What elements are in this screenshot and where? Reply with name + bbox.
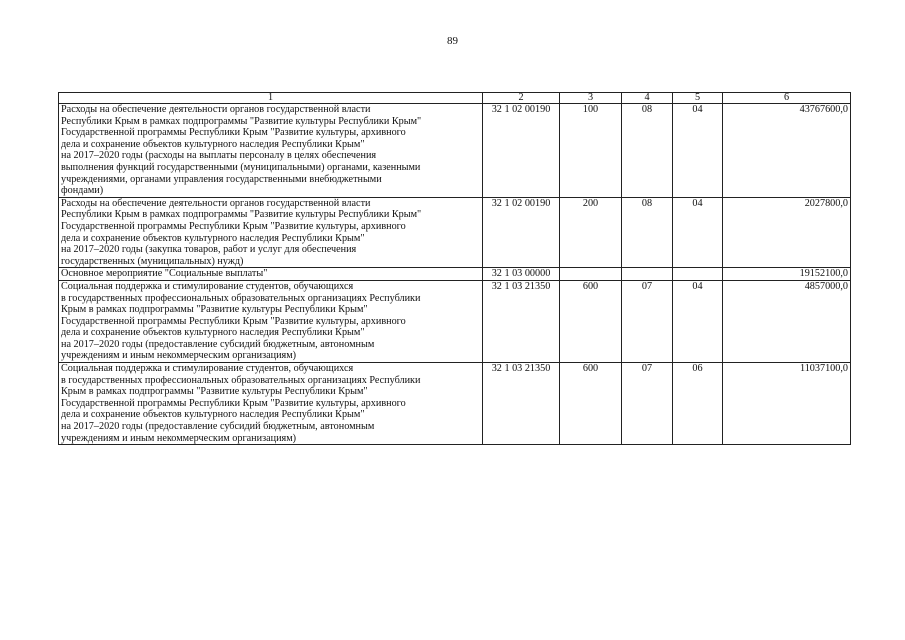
row-col5: 04 [673, 104, 723, 198]
budget-table [58, 92, 851, 445]
row-col3: 200 [560, 197, 622, 268]
table-row [59, 280, 851, 362]
row-description: Основное мероприятие "Социальные выплаты" [59, 268, 483, 281]
row-col5: 04 [673, 280, 723, 362]
table-row [59, 197, 851, 268]
row-col4: 08 [622, 104, 673, 198]
row-col5: 04 [673, 197, 723, 268]
row-col4: 07 [622, 280, 673, 362]
header-col-2: 2 [483, 93, 560, 104]
header-col-1: 1 [59, 93, 483, 104]
row-amount: 4857000,0 [723, 280, 851, 362]
header-col-6: 6 [723, 93, 851, 104]
table-row [59, 268, 851, 281]
header-col-5: 5 [673, 93, 723, 104]
table-row [59, 104, 851, 198]
row-col3 [560, 268, 622, 281]
row-description: Социальная поддержка и стимулирование студентов, обучающихся в государственных профессиональных образовательных организациях Республики Крым в рамках подпрограммы "Развитие культуры Республики Крым" Государственной программы Республики Крым "Развитие культуры, архивного дела и сохранение объектов культурного наследия Республики Крым" на 2017–2020 годы (предоставление субсидий бюджетным, автономным учреждениям и иным некоммерческим организациям) [59, 280, 483, 362]
page-number: 89 [447, 35, 458, 47]
row-code: 32 1 03 21350 [483, 280, 560, 362]
row-col3: 600 [560, 280, 622, 362]
header-col-3: 3 [560, 93, 622, 104]
row-amount: 43767600,0 [723, 104, 851, 198]
row-col3: 600 [560, 363, 622, 445]
row-amount: 11037100,0 [723, 363, 851, 445]
table-row [59, 363, 851, 445]
row-col3: 100 [560, 104, 622, 198]
row-amount: 2027800,0 [723, 197, 851, 268]
row-description: Расходы на обеспечение деятельности органов государственной власти Республики Крым в рамках подпрограммы "Развитие культуры Республики Крым" Государственной программы Республики Крым "Развитие культуры, архивного дела и сохранение объектов культурного наследия Республики Крым" на 2017–2020 годы (закупка товаров, работ и услуг для обеспечения государственных (муниципальных) нужд) [59, 197, 483, 268]
row-amount: 19152100,0 [723, 268, 851, 281]
row-col4: 07 [622, 363, 673, 445]
row-description: Социальная поддержка и стимулирование студентов, обучающихся в государственных профессиональных образовательных организациях Республики Крым в рамках подпрограммы "Развитие культуры Республики Крым" Государственной программы Республики Крым "Развитие культуры, архивного дела и сохранение объектов культурного наследия Республики Крым" на 2017–2020 годы (предоставление субсидий бюджетным, автономным учреждениям и иным некоммерческим организациям) [59, 363, 483, 445]
row-col5: 06 [673, 363, 723, 445]
row-code: 32 1 02 00190 [483, 197, 560, 268]
row-description: Расходы на обеспечение деятельности органов государственной власти Республики Крым в рамках подпрограммы "Развитие культуры Республики Крым" Государственной программы Республики Крым "Развитие культуры, архивного дела и сохранение объектов культурного наследия Республики Крым" на 2017–2020 годы (расходы на выплаты персоналу в целях обеспечения выполнения функций государственными (муниципальными) органами, казенными учреждениями, органами управления государственными внебюджетными фондами) [59, 104, 483, 198]
row-code: 32 1 03 21350 [483, 363, 560, 445]
table-header-row [59, 93, 851, 104]
row-col5 [673, 268, 723, 281]
row-code: 32 1 03 00000 [483, 268, 560, 281]
row-code: 32 1 02 00190 [483, 104, 560, 198]
header-col-4: 4 [622, 93, 673, 104]
row-col4 [622, 268, 673, 281]
row-col4: 08 [622, 197, 673, 268]
